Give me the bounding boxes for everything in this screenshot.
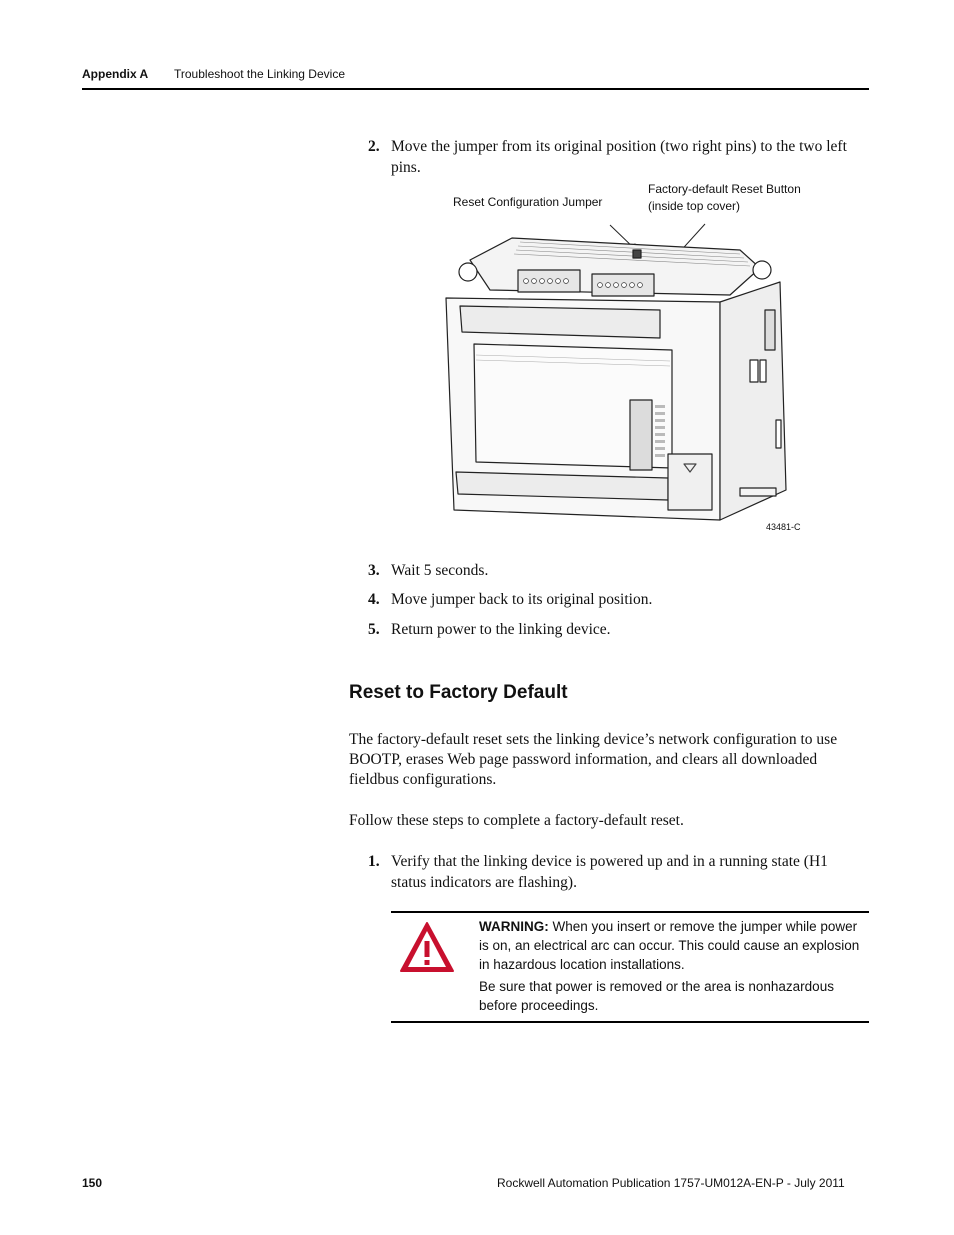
page-header	[82, 66, 869, 90]
label-reset-button-line2: (inside top cover)	[648, 199, 741, 213]
reset-step-1	[368, 851, 848, 893]
side-connector	[765, 310, 775, 350]
step-number: 1.	[368, 853, 380, 870]
warning-text-1	[479, 917, 864, 974]
mounting-ear-right	[753, 261, 771, 279]
step-text: Move jumper back to its original position.	[391, 591, 653, 608]
step-2	[368, 136, 848, 178]
warning-body-1: When you insert or remove the jumper while power is on, an electrical arc can occur. This could cause an explosion in hazardous location installations.	[479, 919, 860, 972]
header-title: Troubleshoot the Linking Device	[174, 67, 345, 81]
step-3	[368, 560, 848, 581]
section-paragraph-2: Follow these steps to complete a factory-default reset.	[349, 812, 684, 829]
side-slot-3	[776, 420, 781, 448]
step-number: 4.	[368, 591, 380, 608]
label-reset-button-line1: Factory-default Reset Button	[648, 182, 801, 196]
step-text: Verify that the linking device is powered up and in a running state (H1 status indicators are flashing).	[391, 853, 828, 891]
header-appendix: Appendix A	[82, 67, 149, 81]
step-number: 3.	[368, 562, 380, 579]
step-text: Wait 5 seconds.	[391, 562, 489, 579]
section-title: Reset to Factory Default	[349, 682, 568, 703]
step-text: Return power to the linking device.	[391, 621, 611, 638]
status-indicator-strip	[630, 400, 652, 470]
din-clip	[740, 488, 776, 496]
warning-text-2: Be sure that power is removed or the area is nonhazardous before proceedings.	[479, 979, 834, 1013]
step-5	[368, 619, 848, 640]
label-reset-jumper: Reset Configuration Jumper	[453, 195, 603, 209]
section-paragraph-1: The factory-default reset sets the linking device’s network configuration to use BOOTP, erases Web page password information, and clears all downloaded fieldbus configurations.	[349, 731, 838, 788]
reset-jumper	[633, 250, 641, 258]
page-number: 150	[82, 1176, 103, 1190]
figure-id: 43481-C	[766, 522, 801, 532]
side-slot-1	[750, 360, 758, 382]
front-upper-band	[460, 306, 660, 338]
publication-info: Rockwell Automation Publication 1757-UM012A-EN-P - July 2011	[497, 1176, 845, 1190]
warning-label: WARNING:	[479, 919, 549, 934]
linking-device-illustration	[440, 210, 800, 530]
warning-box	[391, 911, 869, 1023]
step-number: 2.	[368, 138, 380, 155]
mounting-ear-left	[459, 263, 477, 281]
step-text: Move the jumper from its original position (two right pins) to the two left pins.	[391, 138, 847, 176]
device-right-side	[720, 282, 786, 520]
side-slot-2	[760, 360, 766, 382]
step-number: 5.	[368, 621, 380, 638]
front-door	[668, 454, 712, 510]
warning-triangle-icon	[399, 921, 455, 973]
step-4	[368, 589, 848, 610]
